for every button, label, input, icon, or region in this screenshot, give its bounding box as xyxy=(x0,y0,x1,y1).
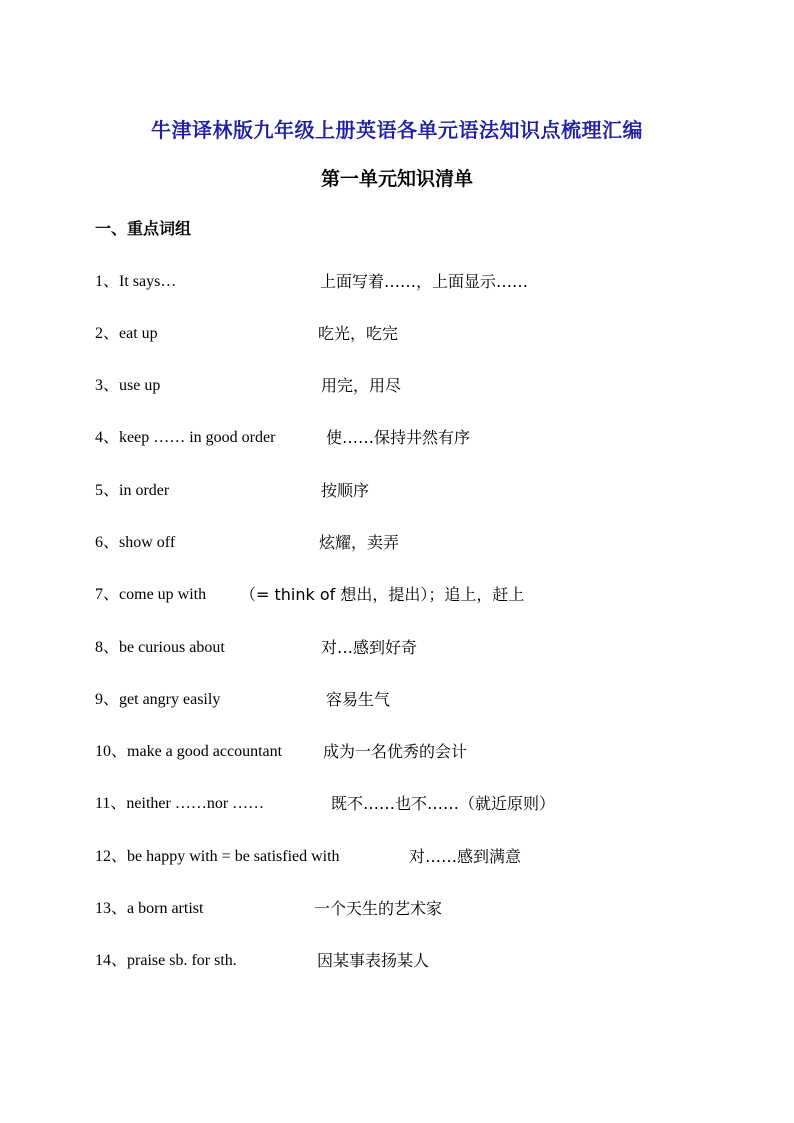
section-heading: 一、重点词组 xyxy=(95,219,192,238)
phrase-english: make a good accountant xyxy=(127,743,283,760)
phrase-number: 8、 xyxy=(95,639,120,656)
phrase-line xyxy=(95,897,203,921)
document-title: 牛津译林版九年级上册英语各单元语法知识点梳理汇编 xyxy=(151,118,643,142)
phrase-english: use up xyxy=(119,377,161,394)
phrase-entry xyxy=(95,792,735,816)
phrase-entry xyxy=(95,270,735,294)
phrase-entry xyxy=(95,949,735,973)
phrase-entry xyxy=(95,897,735,921)
phrase-number: 12、 xyxy=(95,848,128,865)
phrase-number: 14、 xyxy=(95,952,128,969)
phrase-line xyxy=(95,322,158,346)
phrase-chinese: 因某事表扬某人 xyxy=(317,951,430,970)
phrase-english: get angry easily xyxy=(119,691,221,708)
phrase-line xyxy=(95,845,340,869)
phrase-entry xyxy=(95,374,735,398)
phrase-chinese: 炫耀，卖弄 xyxy=(319,533,400,552)
unit-title: 第一单元知识清单 xyxy=(320,168,473,190)
phrase-english: praise sb. for sth. xyxy=(127,952,237,969)
phrase-chinese: （= think of 想出，提出）；追上，赶上 xyxy=(240,585,525,604)
phrase-number: 2、 xyxy=(95,325,120,342)
phrase-chinese: 吃光，吃完 xyxy=(318,324,399,343)
phrase-chinese: 用完，用尽 xyxy=(321,376,402,395)
phrase-english: a born artist xyxy=(127,900,204,917)
phrase-line xyxy=(95,688,220,712)
phrase-english: in order xyxy=(119,482,170,499)
phrase-english: eat up xyxy=(119,325,158,342)
phrase-english: neither ……nor …… xyxy=(126,795,265,812)
phrase-english: come up with xyxy=(119,586,207,603)
phrase-line xyxy=(95,531,175,555)
phrase-line xyxy=(95,479,169,503)
phrase-entry xyxy=(95,688,735,712)
phrase-line xyxy=(95,270,176,294)
phrase-chinese: 一个天生的艺术家 xyxy=(314,899,443,918)
phrase-chinese: 对…感到好奇 xyxy=(321,638,418,657)
phrase-chinese: 既不……也不……（就近原则） xyxy=(331,794,556,813)
phrase-number: 11、 xyxy=(95,795,127,812)
phrase-chinese: 使……保持井然有序 xyxy=(326,428,471,447)
phrase-entry xyxy=(95,740,735,764)
phrase-chinese: 对……感到满意 xyxy=(409,847,522,866)
phrase-entry xyxy=(95,322,735,346)
phrase-number: 5、 xyxy=(95,482,120,499)
phrase-line xyxy=(95,374,160,398)
phrase-line xyxy=(95,792,264,816)
phrase-line xyxy=(95,583,206,607)
phrase-line xyxy=(95,949,237,973)
phrase-number: 6、 xyxy=(95,534,120,551)
phrase-chinese: 按顺序 xyxy=(321,481,370,500)
phrase-english: be curious about xyxy=(119,639,225,656)
phrase-chinese: 成为一名优秀的会计 xyxy=(323,742,468,761)
phrase-entry xyxy=(95,531,735,555)
phrase-chinese: 容易生气 xyxy=(326,690,391,709)
phrase-entry xyxy=(95,426,735,450)
phrase-entry xyxy=(95,583,735,607)
phrase-number: 4、 xyxy=(95,429,120,446)
phrase-line xyxy=(95,740,282,764)
phrase-line xyxy=(95,636,225,660)
phrase-line xyxy=(95,426,275,450)
phrase-english: It says… xyxy=(119,273,177,290)
phrase-number: 3、 xyxy=(95,377,120,394)
phrase-number: 10、 xyxy=(95,743,128,760)
phrase-entry xyxy=(95,845,735,869)
phrase-number: 9、 xyxy=(95,691,120,708)
phrase-entry xyxy=(95,479,735,503)
phrase-number: 1、 xyxy=(95,273,120,290)
phrase-number: 13、 xyxy=(95,900,128,917)
phrase-number: 7、 xyxy=(95,586,120,603)
phrase-english: be happy with = be satisfied with xyxy=(127,848,340,865)
phrase-english: keep …… in good order xyxy=(119,429,276,446)
phrase-chinese: 上面写着……，上面显示…… xyxy=(320,272,529,291)
phrase-english: show off xyxy=(119,534,176,551)
phrase-entry xyxy=(95,636,735,660)
